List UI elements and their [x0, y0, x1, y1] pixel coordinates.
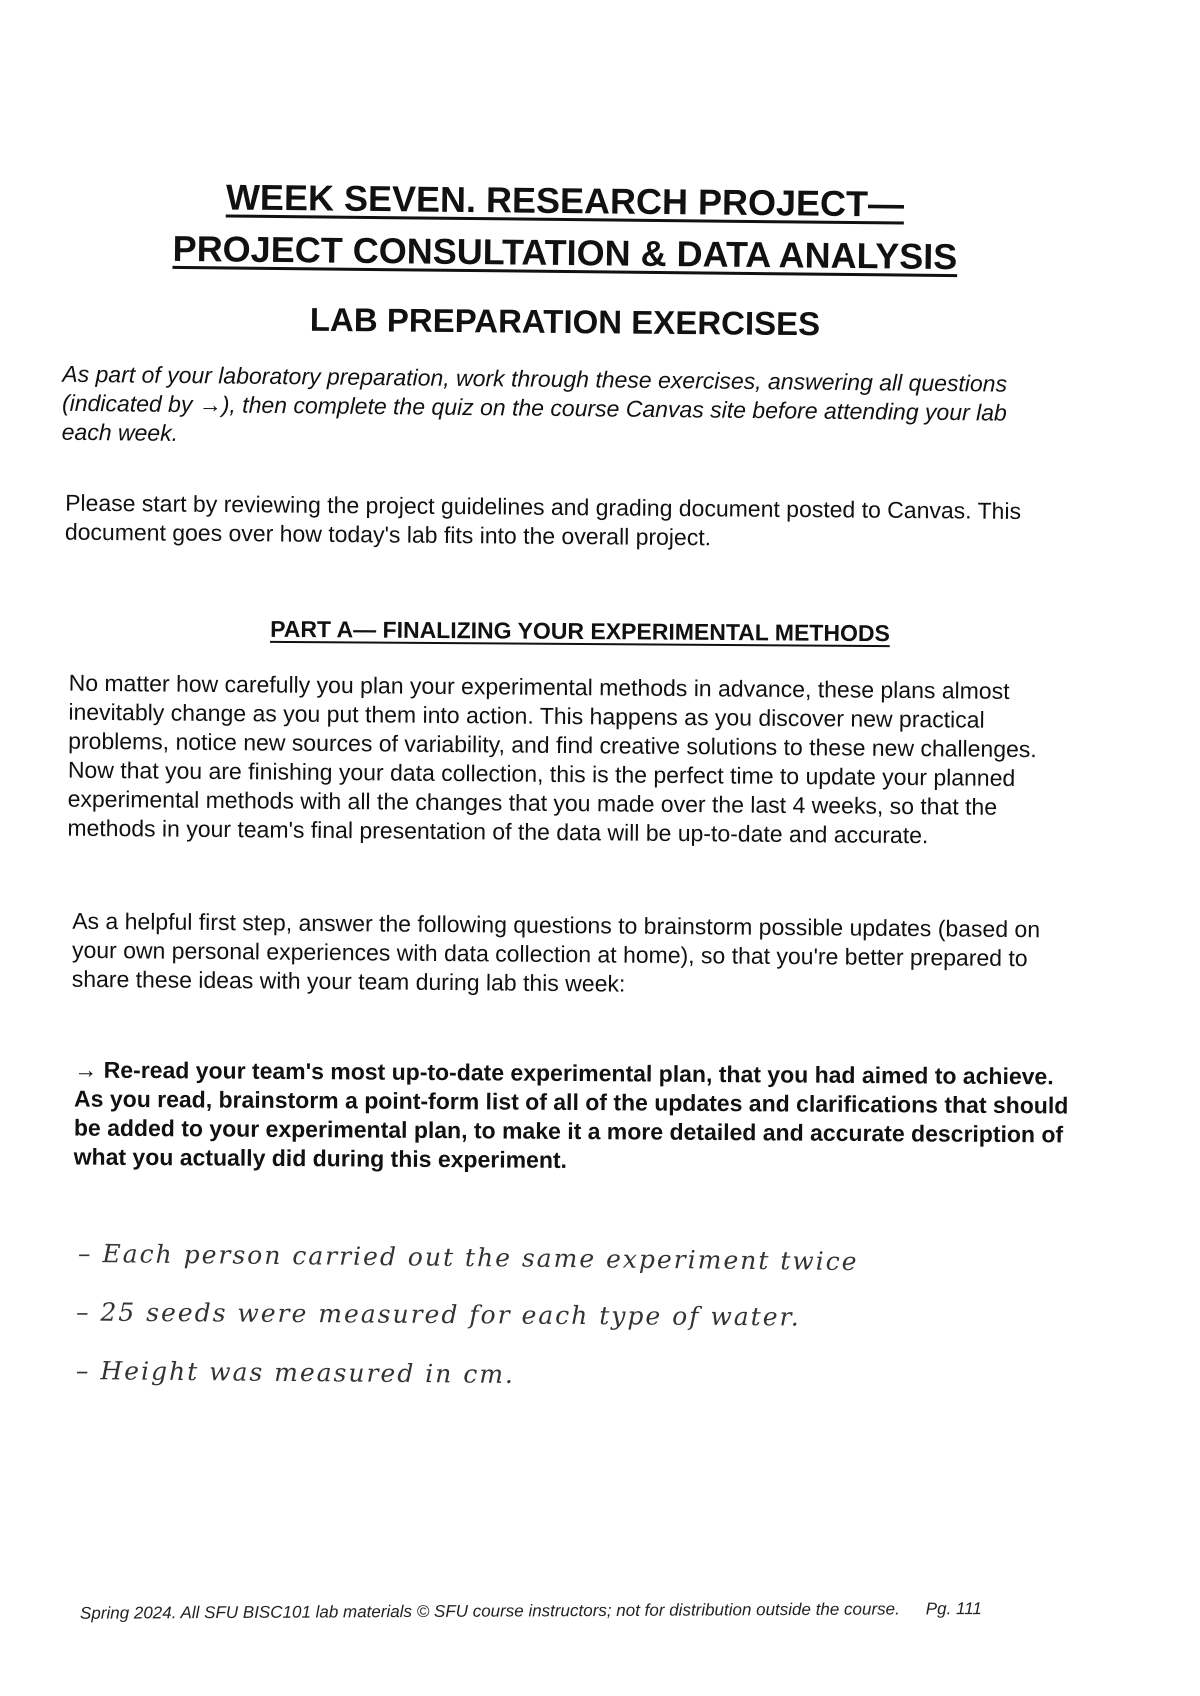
title-line-1: WEEK SEVEN. RESEARCH PROJECT—: [225, 176, 905, 225]
page-footer: [80, 1598, 1130, 1623]
brainstorm-paragraph: As a helpful first step, answer the following questions to brainstorm possible updates (based on your own personal experiences with data collection at home), so that you're better prepared to share these ideas with your team during lab this week:: [71, 907, 1041, 997]
guidelines-paragraph: Please start by reviewing the project guidelines and grading document posted to Canvas. This document goes over how today's lab fits into the overall project.: [64, 489, 1022, 551]
intro-paragraph: As part of your laboratory preparation, work through these exercises, answering all questions (indicated by →), then complete the quiz on the course Canvas site before attending your lab each week.: [61, 360, 1008, 446]
handwritten-answer: – Height was measured in cm.: [75, 1356, 516, 1389]
page-number: Pg. 111: [925, 1599, 982, 1619]
handwritten-answer: – 25 seeds were measured for each type of water.: [75, 1297, 801, 1332]
part-a-body: No matter how carefully you plan your experimental methods in advance, these plans almost inevitably change as you put them into action. This happens as you discover new practical problems, notice new sources of variability, and find creative solutions to these new challenges. Now that you are finishing your data collection, this is the perfect time to update your planned experimental methods with all the changes that you made over the last 4 weeks, so that the methods in your team's final presentation of the data will be up-to-date and accurate.: [67, 669, 1037, 849]
question-prompt: → Re-read your team's most up-to-date experimental plan, that you had aimed to achieve. As you read, brainstorm a point-form list of all of the updates and clarifications that should be added to your experimental plan, to make it a more detailed and accurate description of what you actually did during this experiment.: [73, 1056, 1069, 1173]
title-line-2: PROJECT CONSULTATION & DATA ANALYSIS: [172, 227, 958, 278]
subtitle: LAB PREPARATION EXERCISES: [309, 300, 821, 343]
part-a-heading: PART A— FINALIZING YOUR EXPERIMENTAL METHODS: [270, 615, 890, 647]
footer-copyright: Spring 2024. All SFU BISC101 lab materials © SFU course instructors; not for distribution outside the course.: [79, 1599, 900, 1623]
handwritten-answer: – Each person carried out the same experiment twice: [77, 1238, 859, 1277]
